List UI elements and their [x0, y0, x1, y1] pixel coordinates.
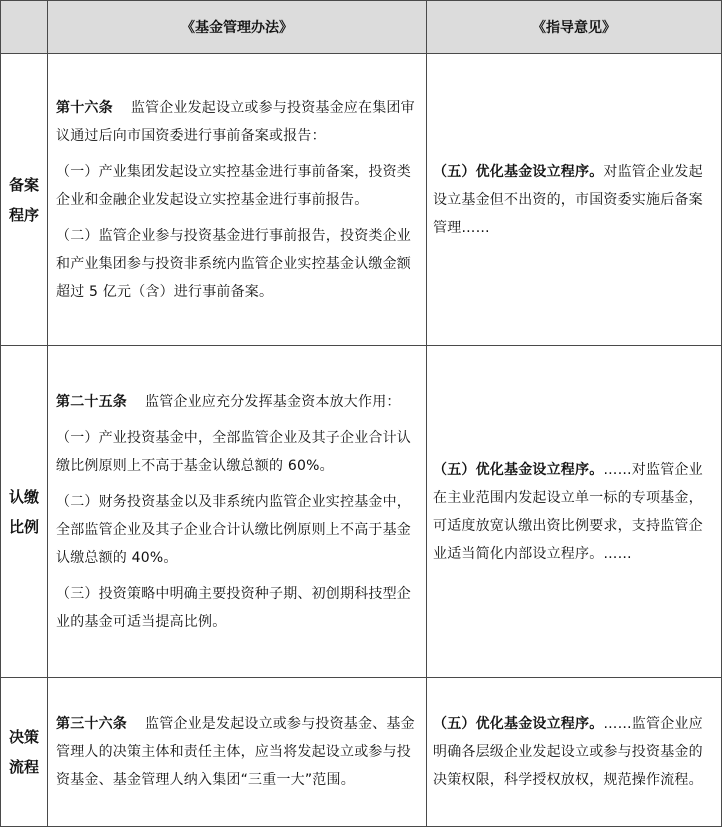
guidance-cell — [427, 346, 722, 678]
regulation-cell — [48, 678, 427, 827]
article-number: 第二十五条 — [56, 393, 127, 410]
article-paragraph — [56, 94, 418, 150]
header-regulation: 《基金管理办法》 — [48, 1, 427, 54]
row-label-line: 认缴 — [8, 487, 39, 506]
article-item: （一）产业集团发起设立实控基金进行事前备案，投资类企业和金融企业发起设立实控基金进行事前报告。 — [56, 163, 411, 208]
table-row — [1, 678, 722, 827]
article-item: （一）产业投资基金中，全部监管企业及其子企业合计认缴比例原则上不高于基金认缴总额的 60%。 — [56, 429, 411, 474]
article-number: 第十六条 — [56, 99, 113, 116]
article-item: （二）财务投资基金以及非系统内监管企业实控基金中，全部监管企业及其子企业合计认缴比例原则上不高于基金认缴总额的 40%。 — [56, 493, 411, 566]
guidance-text: ……对监管企业在主业范围内发起设立单一标的专项基金，可适度放宽认缴出资比例要求，支持监管企业适当简化内部设立程序。…… — [433, 461, 703, 562]
row-label-line: 决策 — [8, 728, 39, 746]
row-label-line: 程序 — [8, 205, 39, 224]
article-item: （二）监管企业参与投资基金进行事前报告，投资类企业和产业集团参与投资非系统内监管企业实控基金认缴金额超过 5 亿元（含）进行事前备案。 — [56, 227, 411, 300]
row-label — [1, 54, 48, 346]
article-intro: 监管企业是发起设立或参与投资基金、基金管理人的决策主体和责任主体，应当将发起设立或参与投资基金、基金管理人纳入集团“三重一大”范围。 — [56, 716, 415, 788]
article-paragraph — [56, 388, 418, 416]
row-label-line: 备案 — [8, 175, 39, 194]
guidance-paragraph — [433, 158, 715, 242]
regulation-cell — [48, 54, 427, 346]
guidance-text: ……监管企业应明确各层级企业发起设立或参与投资基金的决策权限，科学授权放权，规范操作流程。 — [433, 716, 703, 788]
table-row — [1, 54, 722, 346]
row-label-line: 比例 — [8, 517, 39, 536]
guidance-text: 对监管企业发起设立基金但不出资的，市国资委实施后备案管理…… — [433, 163, 703, 236]
guidance-cell — [427, 54, 722, 346]
guidance-heading: （五）优化基金设立程序。 — [433, 163, 604, 180]
header-row — [1, 1, 722, 54]
regulation-cell — [48, 346, 427, 678]
row-label-line: 流程 — [8, 758, 39, 776]
article-number: 第三十六条 — [56, 716, 127, 732]
guidance-cell — [427, 678, 722, 827]
guidance-heading: （五）优化基金设立程序。 — [433, 461, 604, 478]
article-item: （三）投资策略中明确主要投资种子期、初创期科技型企业的基金可适当提高比例。 — [56, 585, 411, 630]
article-intro: 监管企业发起设立或参与投资基金应在集团审议通过后向市国资委进行事前备案或报告： — [56, 99, 415, 144]
guidance-paragraph — [433, 710, 715, 794]
row-label — [1, 678, 48, 827]
header-corner-cell — [1, 1, 48, 54]
header-guidance: 《指导意见》 — [427, 1, 722, 54]
guidance-heading: （五）优化基金设立程序。 — [433, 716, 604, 732]
article-intro: 监管企业应充分发挥基金资本放大作用： — [145, 393, 401, 410]
article-paragraph — [56, 710, 418, 794]
row-label — [1, 346, 48, 678]
table-row — [1, 346, 722, 678]
guidance-paragraph — [433, 456, 715, 568]
